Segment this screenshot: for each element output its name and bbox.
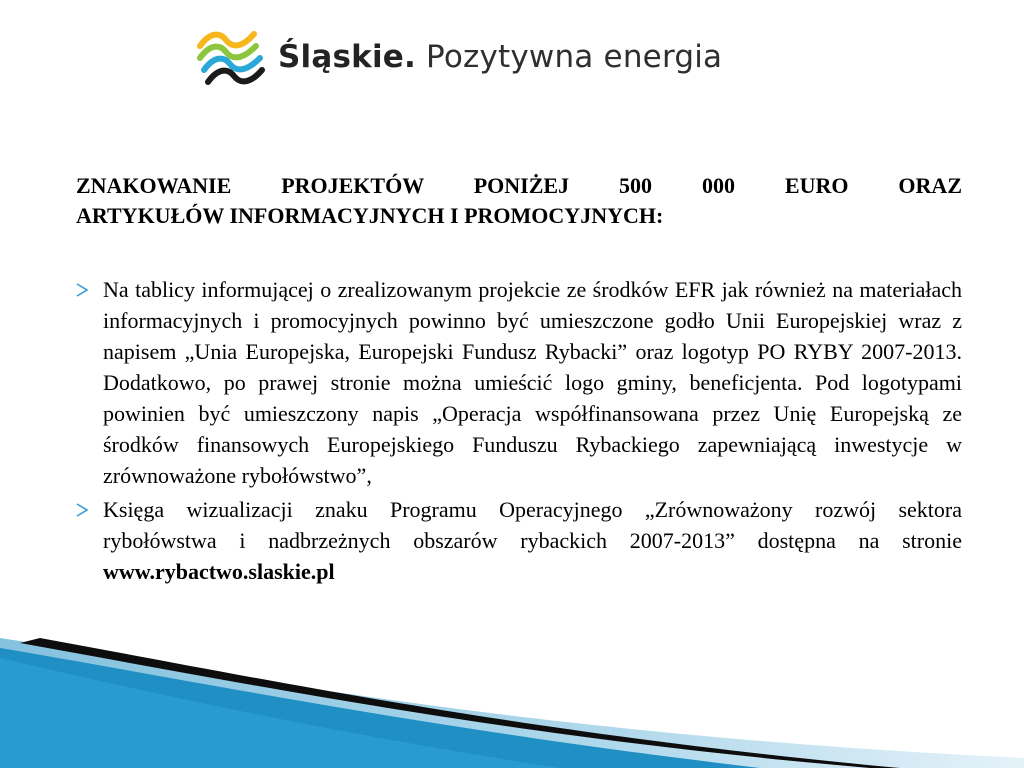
- bullet-list: [76, 274, 962, 587]
- bullet-text: Na tablicy informującej o zrealizowanym projekcie ze środków EFR jak również na materiałach informacyjnych i promocyjnych powinno być umieszczone godło Unii Europejskiej wraz z napisem „Unia Europejska, Europejski Fundusz Rybacki” oraz logotyp PO RYBY 2007-2013. Dodatkowo, po prawej stronie można umieścić logo gminy, beneficjenta. Pod logotypami powinien być umieszczony napis „Operacja współfinansowana przez Unię Europejską ze środków finansowych Europejskiego Funduszu Rybackiego zapewniającą inwestycje w zrównoważone rybołówstwo”,: [103, 277, 962, 488]
- bottom-wave-decoration: [0, 638, 1024, 768]
- brand-name: Śląskie.: [278, 39, 416, 75]
- header-logo: [196, 26, 722, 88]
- brand-text: [278, 39, 722, 75]
- brand-tagline: Pozytywna energia: [426, 39, 723, 75]
- arrow-bullet-icon: [76, 503, 88, 517]
- heading-line-1: ZNAKOWANIE PROJEKTÓW PONIŻEJ 500 000 EURO ORAZ: [76, 173, 962, 198]
- website-link[interactable]: www.rybactwo.slaskie.pl: [103, 559, 335, 584]
- page-heading: [76, 171, 962, 231]
- bullet-text: Księga wizualizacji znaku Programu Operacyjnego „Zrównoważony rozwój sektora rybołówstwa i nadbrzeżnych obszarów rybackich 2007-2013” dostępna na stronie: [103, 497, 962, 553]
- bullet-item: [76, 494, 962, 587]
- bullet-item: [76, 274, 962, 491]
- arrow-bullet-icon: [76, 283, 88, 297]
- slaskie-logo-icon: [196, 26, 266, 88]
- heading-line-2: ARTYKUŁÓW INFORMACYJNYCH I PROMOCYJNYCH:: [76, 203, 664, 228]
